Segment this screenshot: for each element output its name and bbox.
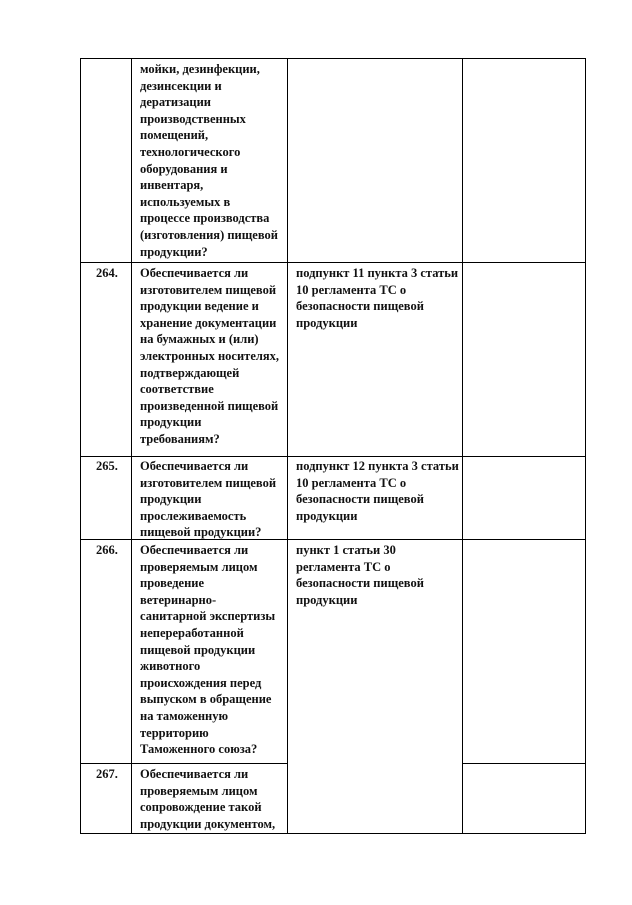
reference-line: безопасности пищевой (296, 576, 424, 591)
question-line: проверяемым лицом (140, 783, 258, 798)
reference-cell (296, 542, 424, 608)
question-line: пищевой продукции (140, 642, 256, 657)
table-top-border (80, 58, 585, 59)
question-line: сопровождение такой (140, 800, 262, 815)
row-number: 267. (96, 767, 118, 781)
reference-line: пункт 1 статьи 30 (296, 543, 396, 557)
column-divider (287, 58, 288, 834)
reference-line: продукции (296, 315, 358, 330)
question-line: производственных (140, 111, 246, 126)
question-line: помещений, (140, 128, 209, 143)
question-line: продукции (140, 492, 202, 507)
question-line: подтверждающей (140, 365, 240, 380)
question-line: территорию (140, 725, 209, 740)
question-line: продукции? (140, 244, 208, 259)
question-line: технологического (140, 144, 241, 159)
question-line: проведение (140, 576, 205, 591)
question-line: Обеспечивается ли (140, 459, 249, 473)
question-line: изготовителем пищевой (140, 475, 277, 490)
question-line: на бумажных и (или) (140, 332, 259, 347)
question-cell (140, 458, 276, 541)
question-line: санитарной экспертизы (140, 609, 276, 624)
row-number: 265. (96, 459, 118, 473)
table-bottom-border (80, 833, 585, 834)
table-right-border (585, 58, 586, 834)
column-divider (462, 58, 463, 834)
question-line: используемых в (140, 194, 231, 209)
question-line: мойки, дезинфекции, (140, 62, 260, 76)
question-line: на таможенную (140, 708, 229, 723)
reference-line: продукции (296, 592, 358, 607)
table-left-border (80, 58, 81, 834)
row-divider (462, 763, 585, 764)
question-line: ветеринарно- (140, 592, 217, 607)
question-line: животного (140, 659, 201, 674)
question-line: продукции ведение и (140, 299, 259, 314)
reference-line: продукции (296, 508, 358, 523)
row-divider (80, 456, 585, 457)
reference-line: подпункт 12 пункта 3 статьи (296, 459, 459, 473)
question-cell (140, 766, 275, 832)
question-line: изготовителем пищевой (140, 282, 277, 297)
reference-line: 10 регламента ТС о (296, 475, 407, 490)
question-line: Обеспечивается ли (140, 767, 249, 781)
question-line: непереработанной (140, 625, 244, 640)
question-line: продукции (140, 415, 202, 430)
question-line: продукции документом, (140, 816, 276, 831)
question-cell (140, 265, 279, 448)
question-line: оборудования и (140, 161, 228, 176)
question-line: произведенной пищевой (140, 398, 279, 413)
row-number: 264. (96, 266, 118, 280)
column-divider (131, 58, 132, 834)
question-cell (140, 61, 278, 260)
question-line: требованиям? (140, 431, 220, 446)
question-line: хранение документации (140, 315, 277, 330)
question-cell (140, 542, 275, 758)
reference-line: подпункт 11 пункта 3 статьи (296, 266, 459, 280)
question-line: Обеспечивается ли (140, 266, 249, 280)
question-line: дезинсекции и (140, 78, 222, 93)
question-line: выпуском в обращение (140, 692, 272, 707)
question-line: электронных носителях, (140, 348, 280, 363)
question-line: Обеспечивается ли (140, 543, 249, 557)
reference-line: 10 регламента ТС о (296, 282, 407, 297)
reference-cell (296, 265, 458, 331)
question-line: соответствие (140, 382, 214, 397)
question-line: дератизации (140, 95, 211, 110)
reference-cell (296, 458, 459, 524)
reference-line: безопасности пищевой (296, 299, 424, 314)
reference-line: безопасности пищевой (296, 492, 424, 507)
question-line: Таможенного союза? (140, 742, 258, 757)
question-line: процессе производства (140, 211, 270, 226)
reference-line: регламента ТС о (296, 559, 391, 574)
row-number: 266. (96, 543, 118, 557)
question-line: пищевой продукции? (140, 525, 262, 540)
question-line: (изготовления) пищевой (140, 227, 278, 242)
question-line: прослеживаемость (140, 508, 247, 523)
question-line: проверяемым лицом (140, 559, 258, 574)
question-line: происхождения перед (140, 675, 262, 690)
row-divider (80, 763, 287, 764)
row-divider (80, 262, 585, 263)
question-line: инвентаря, (140, 178, 204, 193)
